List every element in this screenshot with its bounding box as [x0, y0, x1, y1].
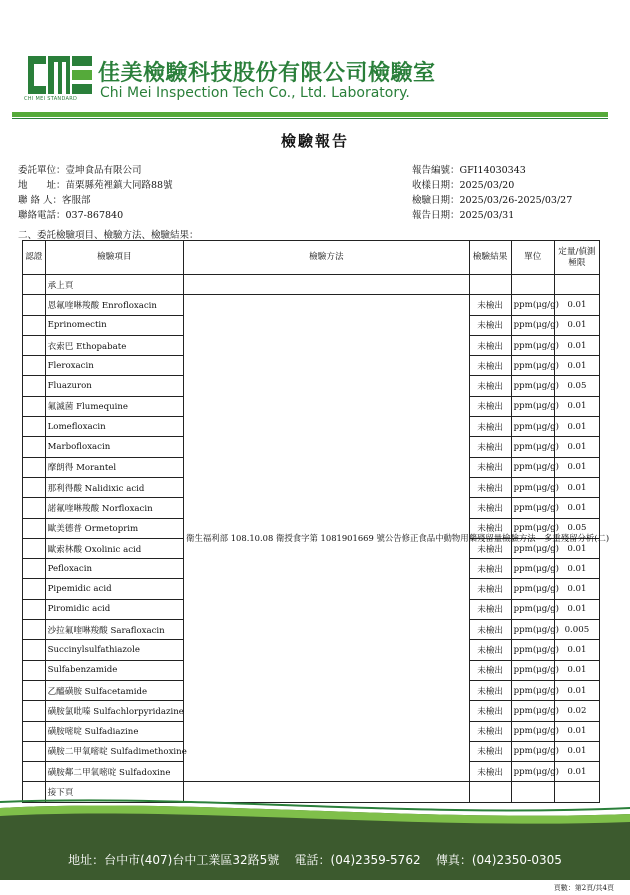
test-result: 未檢出: [469, 559, 511, 579]
test-loq: 0.01: [554, 477, 599, 497]
footer-address: 地址：台中市(407)台中工業區32路5號: [68, 853, 280, 867]
test-unit: ppm(μg/g): [511, 762, 554, 782]
test-item: 歐美德普 Ormetoprim: [45, 518, 184, 538]
report-info: [412, 163, 572, 223]
test-item: Sulfabenzamide: [45, 660, 184, 680]
footer-contact: [0, 851, 630, 868]
test-unit: ppm(μg/g): [511, 579, 554, 599]
received-label: 收樣日期：: [412, 180, 460, 191]
header-result: 檢驗結果: [469, 241, 511, 275]
test-unit: ppm(μg/g): [511, 457, 554, 477]
test-loq: 0.01: [554, 396, 599, 416]
result-cell-empty: [469, 275, 511, 295]
test-date-value: 2025/03/26-2025/03/27: [459, 195, 573, 206]
test-result: 未檢出: [469, 417, 511, 437]
cert-cell: [23, 518, 46, 538]
report-no-row: [412, 163, 572, 178]
loq-cell-empty: [554, 275, 599, 295]
test-item: 歐索林酸 Oxolinic acid: [45, 538, 184, 558]
phone-value: 037-867840: [65, 210, 124, 221]
test-result: 未檢出: [469, 315, 511, 335]
cert-cell: [23, 498, 46, 518]
cert-cell: [23, 559, 46, 579]
table-body: [23, 275, 610, 803]
address-value: 苗栗縣苑裡鎮大同路88號: [65, 180, 173, 191]
client-row: [18, 163, 173, 178]
contact-label: 聯 絡 人：: [18, 195, 63, 206]
test-unit: ppm(μg/g): [511, 417, 554, 437]
test-unit: ppm(μg/g): [511, 559, 554, 579]
cert-cell: [23, 620, 46, 640]
continued-bottom-label: 接下頁: [45, 782, 184, 802]
cert-cell: [23, 538, 46, 558]
test-result: 未檢出: [469, 498, 511, 518]
test-result: 未檢出: [469, 335, 511, 355]
address-label: 地 址：: [18, 180, 66, 191]
test-item: 磺胺嘧啶 Sulfadiazine: [45, 721, 184, 741]
test-loq: 0.01: [554, 437, 599, 457]
test-result: 未檢出: [469, 437, 511, 457]
test-loq: 0.02: [554, 701, 599, 721]
test-item: Eprinomectin: [45, 315, 184, 335]
test-result: 未檢出: [469, 376, 511, 396]
test-result: 未檢出: [469, 721, 511, 741]
test-loq: 0.01: [554, 315, 599, 335]
test-item: 摩朗得 Morantel: [45, 457, 184, 477]
test-result: 未檢出: [469, 640, 511, 660]
section-heading: 二、委託檢驗項目、檢驗方法、檢驗結果：: [18, 230, 199, 241]
test-unit: ppm(μg/g): [511, 599, 554, 619]
header-cert: 認證: [23, 241, 46, 275]
test-loq: 0.01: [554, 498, 599, 518]
test-item: Piromidic acid: [45, 599, 184, 619]
test-unit: ppm(μg/g): [511, 477, 554, 497]
test-item: Succinylsulfathiazole: [45, 640, 184, 660]
test-unit: ppm(μg/g): [511, 680, 554, 700]
header-method: 檢驗方法: [184, 241, 469, 275]
client-label: 委託單位：: [18, 165, 66, 176]
test-item: Pefloxacin: [45, 559, 184, 579]
test-unit: ppm(μg/g): [511, 640, 554, 660]
test-loq: 0.01: [554, 762, 599, 782]
test-result: 未檢出: [469, 538, 511, 558]
test-loq: 0.01: [554, 660, 599, 680]
test-loq: 0.01: [554, 579, 599, 599]
test-item: 磺胺二甲氧嘧啶 Sulfadimethoxine: [45, 741, 184, 761]
cert-cell: [23, 680, 46, 700]
test-unit: ppm(μg/g): [511, 376, 554, 396]
client-value: 壹坤食品有限公司: [65, 165, 142, 176]
logo-standard-text: CHI MEI STANDARD: [24, 96, 78, 102]
cert-cell: [23, 457, 46, 477]
report-title: 檢驗報告: [280, 132, 349, 150]
header-unit: 單位: [511, 241, 554, 275]
method-cell-empty: [184, 275, 469, 295]
cert-cell: [23, 640, 46, 660]
cert-cell: [23, 599, 46, 619]
client-info: [18, 163, 173, 223]
test-loq: 0.01: [554, 356, 599, 376]
received-value: 2025/03/20: [459, 180, 515, 191]
phone-label: 聯絡電話：: [18, 210, 66, 221]
test-loq: 0.01: [554, 741, 599, 761]
test-unit: ppm(μg/g): [511, 498, 554, 518]
test-date-label: 檢驗日期：: [412, 195, 460, 206]
cert-cell: [23, 741, 46, 761]
test-item: 氟滅菌 Flumequine: [45, 396, 184, 416]
test-unit: ppm(μg/g): [511, 356, 554, 376]
test-loq: 0.01: [554, 559, 599, 579]
test-result: 未檢出: [469, 457, 511, 477]
test-unit: ppm(μg/g): [511, 437, 554, 457]
test-item: 乙醯磺胺 Sulfacetamide: [45, 680, 184, 700]
cert-cell: [23, 721, 46, 741]
cert-cell: [23, 660, 46, 680]
cert-cell: [23, 295, 46, 315]
company-logo-icon: [28, 52, 92, 98]
company-name-en: Chi Mei Inspection Tech Co., Ltd. Laboratory.: [100, 85, 410, 101]
unit-cell-empty: [511, 275, 554, 295]
test-loq: 0.01: [554, 335, 599, 355]
test-item: 恩氟喹啉羧酸 Enrofloxacin: [45, 295, 184, 315]
test-unit: ppm(μg/g): [511, 538, 554, 558]
test-unit: ppm(μg/g): [511, 620, 554, 640]
test-result: 未檢出: [469, 396, 511, 416]
cert-cell: [23, 315, 46, 335]
test-item: 那利得酸 Nalidixic acid: [45, 477, 184, 497]
contact-value: 客服部: [62, 195, 91, 206]
results-table: [22, 240, 610, 803]
cert-cell: [23, 356, 46, 376]
header-divider-thin: [12, 118, 608, 119]
test-loq: 0.01: [554, 599, 599, 619]
test-result: 未檢出: [469, 762, 511, 782]
footer-phone: 電話：(04)2359-5762: [294, 853, 421, 867]
test-result: 未檢出: [469, 356, 511, 376]
cert-cell: [23, 701, 46, 721]
test-unit: ppm(μg/g): [511, 660, 554, 680]
test-item: 磺胺氯吡嗪 Sulfachlorpyridazine: [45, 701, 184, 721]
cert-cell: [23, 396, 46, 416]
test-result: 未檢出: [469, 579, 511, 599]
address-row: [18, 178, 173, 193]
cert-cell: [23, 335, 46, 355]
header-item: 檢驗項目: [45, 241, 184, 275]
phone-row: [18, 208, 173, 223]
test-item: Fluazuron: [45, 376, 184, 396]
test-loq: 0.05: [554, 376, 599, 396]
contact-row: [18, 193, 173, 208]
table-row: [23, 295, 600, 315]
test-item: 磺胺鄰二甲氧嘧啶 Sulfadoxine: [45, 762, 184, 782]
test-loq: 0.005: [554, 620, 599, 640]
test-loq: 0.05: [554, 518, 599, 538]
test-item: Lomefloxacin: [45, 417, 184, 437]
cert-cell: [23, 417, 46, 437]
footer-banner: [0, 800, 630, 880]
cert-cell: [23, 762, 46, 782]
test-unit: ppm(μg/g): [511, 335, 554, 355]
table-row-continued-top: [23, 275, 600, 295]
report-no-value: GFI14030343: [459, 165, 526, 176]
test-unit: ppm(μg/g): [511, 315, 554, 335]
report-header: [0, 0, 630, 130]
test-loq: 0.01: [554, 640, 599, 660]
test-result: 未檢出: [469, 680, 511, 700]
test-loq: 0.01: [554, 680, 599, 700]
received-row: [412, 178, 572, 193]
test-unit: ppm(μg/g): [511, 518, 554, 538]
report-date-row: [412, 208, 572, 223]
test-loq: 0.01: [554, 457, 599, 477]
test-loq: 0.01: [554, 538, 599, 558]
test-result: 未檢出: [469, 518, 511, 538]
test-loq: 0.01: [554, 295, 599, 315]
company-name-zh: 佳美檢驗科技股份有限公司檢驗室: [98, 61, 436, 86]
test-item: Pipemidic acid: [45, 579, 184, 599]
cert-cell: [23, 376, 46, 396]
test-unit: ppm(μg/g): [511, 701, 554, 721]
header-divider: [12, 112, 608, 117]
test-item: 沙拉氟喹啉羧酸 Sarafloxacin: [45, 620, 184, 640]
test-result: 未檢出: [469, 295, 511, 315]
page-number: 頁數：第2頁/共4頁: [553, 884, 614, 892]
test-loq: 0.01: [554, 417, 599, 437]
test-item: Marbofloxacin: [45, 437, 184, 457]
test-result: 未檢出: [469, 660, 511, 680]
table-header-row: [23, 241, 600, 275]
report-date-value: 2025/03/31: [459, 210, 515, 221]
test-item: 諾氟喹啉羧酸 Norfloxacin: [45, 498, 184, 518]
test-unit: ppm(μg/g): [511, 721, 554, 741]
test-method: 衛生福利部 108.10.08 衛授食字第 1081901669 號公告修正食品中動物用藥殘留量檢驗方法—多重殘留分析(二): [184, 295, 469, 782]
test-result: 未檢出: [469, 741, 511, 761]
test-item: Fleroxacin: [45, 356, 184, 376]
test-loq: 0.01: [554, 721, 599, 741]
cert-cell: [23, 437, 46, 457]
continued-top-label: 承上頁: [45, 275, 184, 295]
test-result: 未檢出: [469, 477, 511, 497]
test-unit: ppm(μg/g): [511, 741, 554, 761]
cert-cell: [23, 275, 46, 295]
report-date-label: 報告日期：: [412, 210, 460, 221]
test-unit: ppm(μg/g): [511, 396, 554, 416]
test-date-row: [412, 193, 572, 208]
report-no-label: 報告編號：: [412, 165, 460, 176]
footer-fax: 傳真：(04)2350-0305: [435, 853, 562, 867]
test-result: 未檢出: [469, 599, 511, 619]
cert-cell: [23, 579, 46, 599]
test-item: 衣索巴 Ethopabate: [45, 335, 184, 355]
test-result: 未檢出: [469, 620, 511, 640]
cert-cell: [23, 477, 46, 497]
test-unit: ppm(μg/g): [511, 295, 554, 315]
header-loq: 定量/偵測極限: [554, 241, 599, 275]
test-result: 未檢出: [469, 701, 511, 721]
